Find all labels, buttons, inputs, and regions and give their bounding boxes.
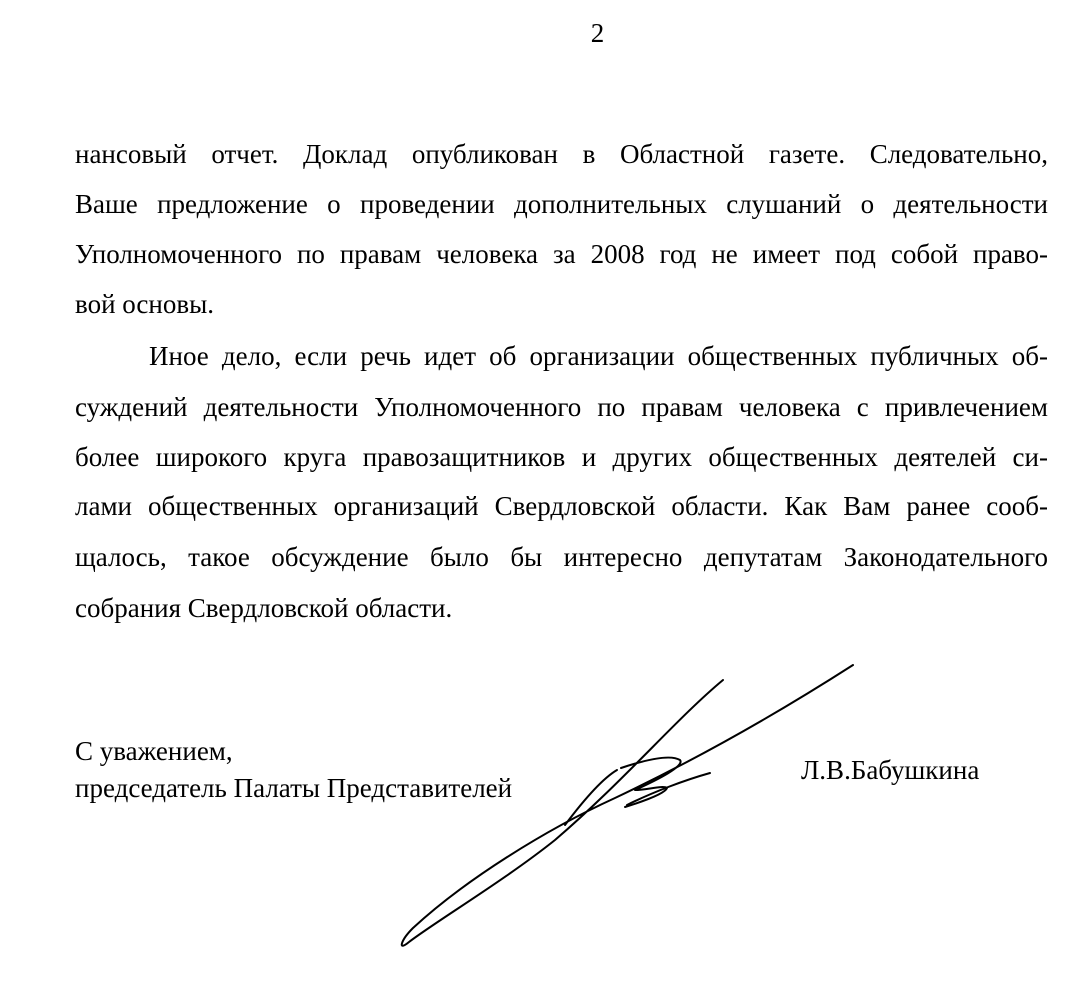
page-number: 2 xyxy=(590,18,605,48)
paragraph-1-line: нансовый отчет. Доклад опубликован в Областной газете. Следовательно, xyxy=(75,139,1048,169)
paragraph-2-line: суждений деятельности Уполномоченного по правам человека с привлечением xyxy=(75,392,1048,422)
paragraph-1-line: Уполномоченного по правам человека за 2008 год не имеет под собой право- xyxy=(75,239,1048,269)
handwritten-signature-icon xyxy=(395,660,865,950)
paragraph-1-line: вой основы. xyxy=(75,289,215,319)
closing-salutation: С уважением, xyxy=(75,736,233,766)
paragraph-2-line: щалось, такое обсуждение было бы интересно депутатам Законодательного xyxy=(75,542,1048,572)
paragraph-2-line: собрания Свердловской области. xyxy=(75,593,453,623)
paragraph-2-line: Иное дело, если речь идет об организации общественных публичных об- xyxy=(149,341,1048,371)
paragraph-2-line: более широкого круга правозащитников и других общественных деятелей си- xyxy=(75,442,1048,472)
paragraph-2-line: лами общественных организаций Свердловской области. Как Вам ранее сооб- xyxy=(75,491,1048,521)
closing-position: председатель Палаты Представителей xyxy=(75,773,513,803)
signer-name: Л.В.Бабушкина xyxy=(801,755,980,785)
paragraph-1-line: Ваше предложение о проведении дополнительных слушаний о деятельности xyxy=(75,189,1048,219)
